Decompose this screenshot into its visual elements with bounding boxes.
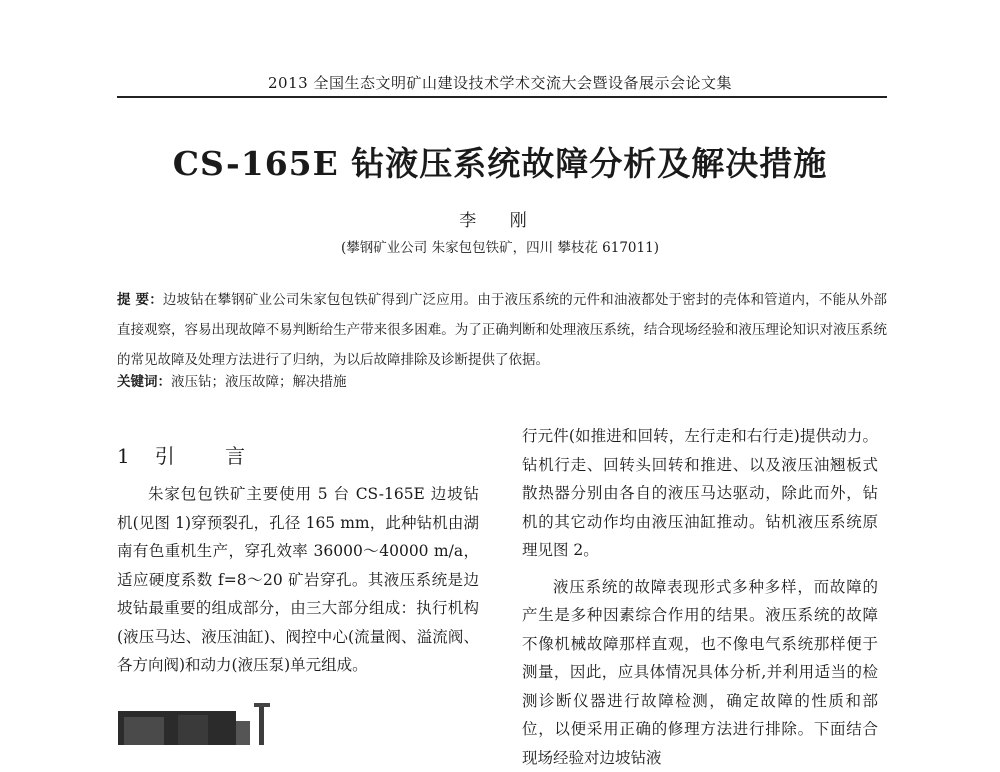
author-name: 李 刚 (0, 206, 1000, 231)
body-paragraph: 朱家包包铁矿主要使用 5 台 CS-165E 边坡钻机(见图 1)穿预裂孔，孔径 165 mm，此种钻机由湖南有色重机生产，穿孔效率 36000～40000 m/a，适应硬度系数 f=8～20 矿岩穿孔。其液压系统是边坡钻最重要的组成部分，由三大部分组成：执行机构(液压马达、液压油缸)、阀控中心(流量阀、溢流阀、各方向阀)和动力(液压泵)单元组成。 (117, 480, 479, 680)
section-title: 引 言 (155, 444, 267, 468)
figure-1-photo-fragment (118, 703, 278, 745)
keywords-text: 液压钻；液压故障；解决措施 (171, 374, 347, 390)
abstract-label: 提 要： (117, 292, 163, 308)
left-column (117, 480, 479, 680)
right-column (522, 422, 878, 772)
abstract-text: 边坡钻在攀钢矿业公司朱家包包铁矿得到广泛应用。由于液压系统的元件和油液都处于密封的壳体和管道内，不能从外部直接观察，容易出现故障不易判断给生产带来很多困难。为了正确判断和处理液压系统，结合现场经验和液压理论知识对液压系统的常见故障及处理方法进行了归纳，为以后故障排除及诊断提供了依据。 (117, 292, 887, 368)
section-heading (117, 440, 267, 469)
keywords (117, 371, 887, 393)
abstract (117, 285, 887, 375)
body-paragraph: 行元件(如推进和回转，左行走和右行走)提供动力。钻机行走、回转头回转和推进、以及液压油翘板式散热器分别由各自的液压马达驱动，除此而外，钻机的其它动作均由液压油缸推动。钻机液压系统原理见图 2。 (522, 422, 878, 565)
keywords-label: 关键词： (117, 374, 171, 390)
body-paragraph: 液压系统的故障表现形式多种多样，而故障的产生是多种因素综合作用的结果。液压系统的故障不像机械故障那样直观，也不像电气系统那样便于测量，因此，应具体情况具体分析,并利用适当的检测诊断仪器进行故障检测，确定故障的性质和部位，以便采用正确的修理方法进行排除。下面结合现场经验对边坡钻液 (522, 573, 878, 772)
header-rule (117, 96, 887, 98)
paper-title: CS-165E 钻液压系统故障分析及解决措施 (0, 138, 1000, 185)
author-affiliation: (攀钢矿业公司 朱家包包铁矿，四川 攀枝花 617011) (0, 236, 1000, 256)
running-header: 2013 全国生态文明矿山建设技术学术交流大会暨设备展示会论文集 (0, 72, 1000, 93)
section-number: 1 (117, 444, 133, 468)
